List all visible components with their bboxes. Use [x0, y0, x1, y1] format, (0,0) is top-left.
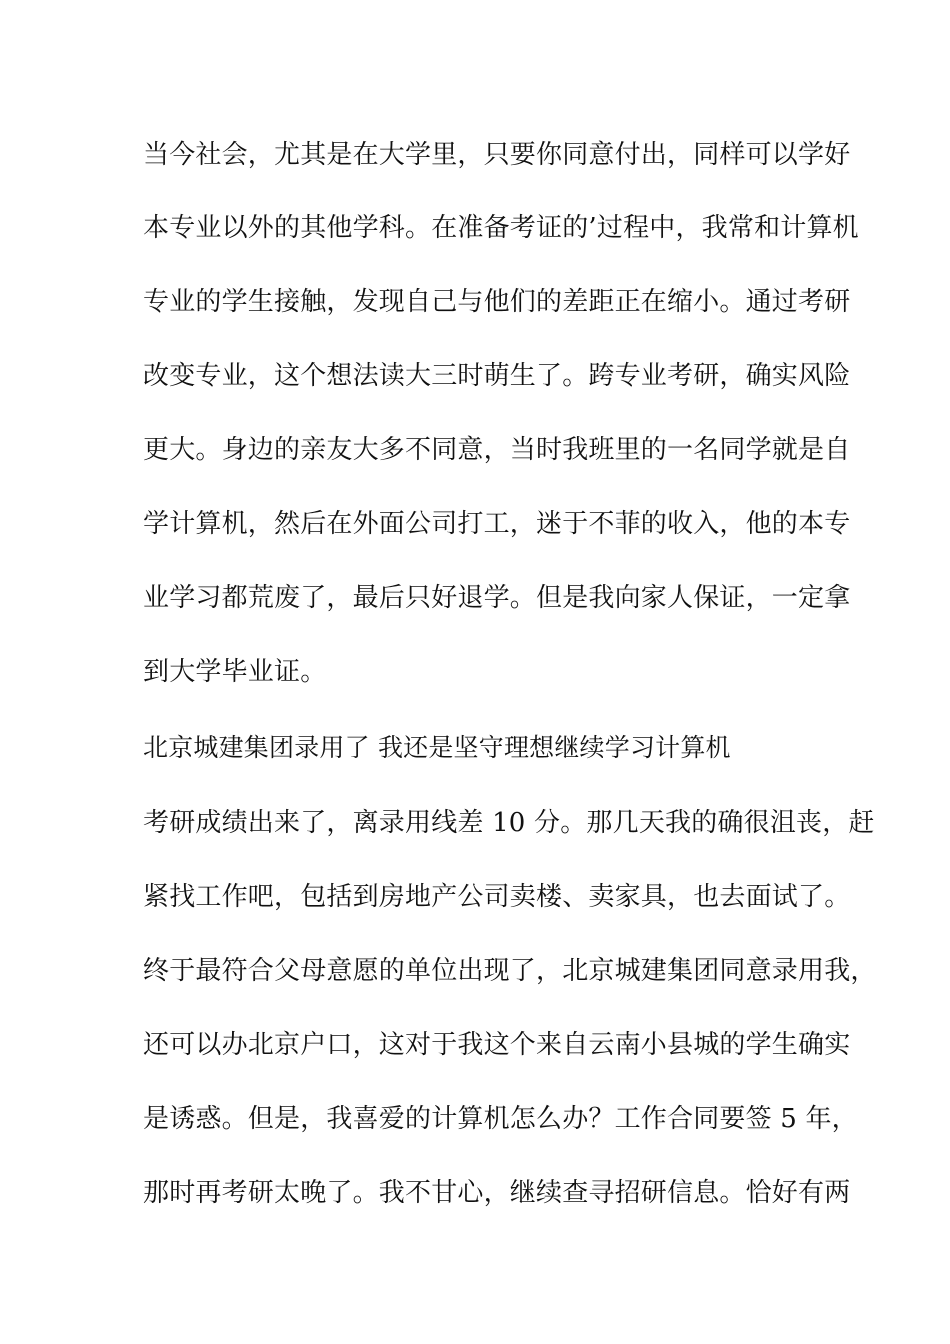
paragraph-line: 改变专业，这个想法读大三时萌生了。跨专业考研，确实风险: [143, 361, 851, 391]
paragraph-line: 紧找工作吧，包括到房地产公司卖楼、卖家具，也去面试了。: [143, 882, 851, 912]
paragraph-line: 学计算机，然后在外面公司打工，迷于不菲的收入，他的本专: [143, 509, 851, 539]
paragraph-line: 更大。身边的亲友大多不同意，当时我班里的一名同学就是自: [143, 435, 851, 465]
paragraph-line: 那时再考研太晚了。我不甘心，继续查寻招研信息。恰好有两: [143, 1178, 851, 1208]
section-heading: 北京城建集团录用了 我还是坚守理想继续学习计算机: [143, 733, 731, 762]
paragraph-line: 本专业以外的其他学科。在准备考证的’过程中，我常和计算机: [143, 213, 859, 243]
paragraph-line: 考研成绩出来了，离录用线差 10 分。那几天我的确很沮丧，赶: [143, 808, 875, 838]
paragraph-line: 业学习都荒废了，最后只好退学。但是我向家人保证，一定拿: [143, 583, 851, 613]
paragraph-line: 专业的学生接触，发现自己与他们的差距正在缩小。通过考研: [143, 287, 851, 317]
paragraph-line: 终于最符合父母意愿的单位出现了，北京城建集团同意录用我，: [143, 956, 877, 986]
paragraph-line: 到大学毕业证。: [143, 657, 327, 687]
paragraph-line: 当今社会，尤其是在大学里，只要你同意付出，同样可以学好: [143, 140, 851, 170]
paragraph-line: 还可以办北京户口，这对于我这个来自云南小县城的学生确实: [143, 1030, 851, 1060]
paragraph-line: 是诱惑。但是，我喜爱的计算机怎么办？工作合同要签 5 年，: [143, 1104, 858, 1134]
